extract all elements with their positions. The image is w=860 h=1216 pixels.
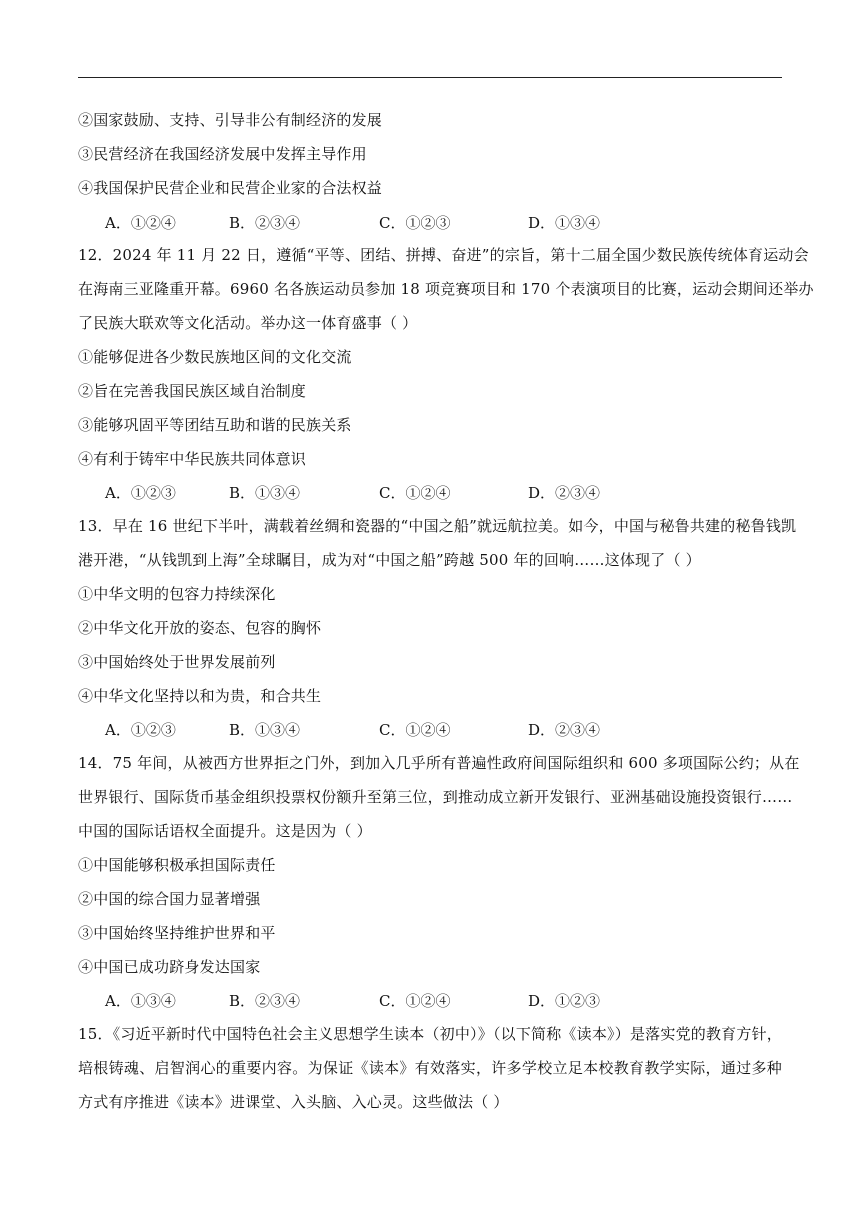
q15-stem-line-2: 培根铸魂、启智润心的重要内容。为保证《读本》有效落实，许多学校立足本校教育教学实际，通过多种 xyxy=(78,1059,782,1077)
q12-stem-line-1: 12．2024 年 11 月 22 日，遵循“平等、团结、拼搏、奋进”的宗旨，第十二届全国少数民族传统体育运动会 xyxy=(78,246,809,264)
q12-option-c[interactable]: C．①②④ xyxy=(379,484,451,502)
q14-item-4: ④中国已成功跻身发达国家 xyxy=(78,958,261,976)
q11-option-b[interactable]: B．②③④ xyxy=(229,214,301,232)
q14-option-a[interactable]: A．①③④ xyxy=(105,992,176,1010)
header-rule xyxy=(78,77,782,78)
q13-stem-line-1: 13．早在 16 世纪下半叶，满载着丝绸和瓷器的“中国之船”就远航拉美。如今，中国与秘鲁共建的秘鲁钱凯 xyxy=(78,517,797,535)
q13-option-b[interactable]: B．①③④ xyxy=(229,721,301,739)
q11-item-2: ②国家鼓励、支持、引导非公有制经济的发展 xyxy=(78,111,383,129)
q12-option-d[interactable]: D．②③④ xyxy=(528,484,601,502)
q12-item-1: ①能够促进各少数民族地区间的文化交流 xyxy=(78,348,352,366)
q13-option-d[interactable]: D．②③④ xyxy=(528,721,601,739)
q12-option-b[interactable]: B．①③④ xyxy=(229,484,301,502)
q11-option-c[interactable]: C．①②③ xyxy=(379,214,451,232)
q13-item-3: ③中国始终处于世界发展前列 xyxy=(78,653,276,671)
q14-option-d[interactable]: D．①②③ xyxy=(528,992,601,1010)
q13-item-2: ②中华文化开放的姿态、包容的胸怀 xyxy=(78,619,322,637)
q14-stem-line-1: 14．75 年间，从被西方世界拒之门外，到加入几乎所有普遍性政府间国际组织和 600 多项国际公约；从在 xyxy=(78,754,800,772)
q14-option-b[interactable]: B．②③④ xyxy=(229,992,301,1010)
q13-stem-line-2: 港开港，“从钱凯到上海”全球瞩目，成为对“中国之船”跨越 500 年的回响……这体现了（ ） xyxy=(78,551,701,569)
q12-item-4: ④有利于铸牢中华民族共同体意识 xyxy=(78,450,307,468)
q14-item-1: ①中国能够积极承担国际责任 xyxy=(78,856,276,874)
q13-item-1: ①中华文明的包容力持续深化 xyxy=(78,585,276,603)
q12-stem-line-3: 了民族大联欢等文化活动。举办这一体育盛事（ ） xyxy=(78,314,418,332)
q11-item-3: ③民营经济在我国经济发展中发挥主导作用 xyxy=(78,145,367,163)
q12-option-a[interactable]: A．①②③ xyxy=(105,484,176,502)
q12-item-2: ②旨在完善我国民族区域自治制度 xyxy=(78,382,307,400)
q15-stem-line-1: 15．《习近平新时代中国特色社会主义思想学生读本（初中）》（以下简称《读本》）是落实党的教育方针， xyxy=(78,1025,782,1043)
q13-option-a[interactable]: A．①②③ xyxy=(105,721,176,739)
q12-stem-line-2: 在海南三亚隆重开幕。6960 名各族运动员参加 18 项竞赛项目和 170 个表演项目的比赛，运动会期间还举办 xyxy=(78,280,814,298)
q15-stem-line-3: 方式有序推进《读本》进课堂、入头脑、入心灵。这些做法（ ） xyxy=(78,1093,509,1111)
q12-item-3: ③能够巩固平等团结互助和谐的民族关系 xyxy=(78,416,352,434)
q14-item-3: ③中国始终坚持维护世界和平 xyxy=(78,924,276,942)
q13-option-c[interactable]: C．①②④ xyxy=(379,721,451,739)
q14-item-2: ②中国的综合国力显著增强 xyxy=(78,890,261,908)
q13-item-4: ④中华文化坚持以和为贵，和合共生 xyxy=(78,687,322,705)
q11-option-a[interactable]: A．①②④ xyxy=(105,214,176,232)
q14-stem-line-2: 世界银行、国际货币基金组织投票权份额升至第三位，到推动成立新开发银行、亚洲基础设施投资银行…… xyxy=(78,788,793,806)
q11-item-4: ④我国保护民营企业和民营企业家的合法权益 xyxy=(78,179,383,197)
q14-option-c[interactable]: C．①②④ xyxy=(379,992,451,1010)
q11-option-d[interactable]: D．①③④ xyxy=(528,214,601,232)
q14-stem-line-3: 中国的国际话语权全面提升。这是因为（ ） xyxy=(78,822,372,840)
